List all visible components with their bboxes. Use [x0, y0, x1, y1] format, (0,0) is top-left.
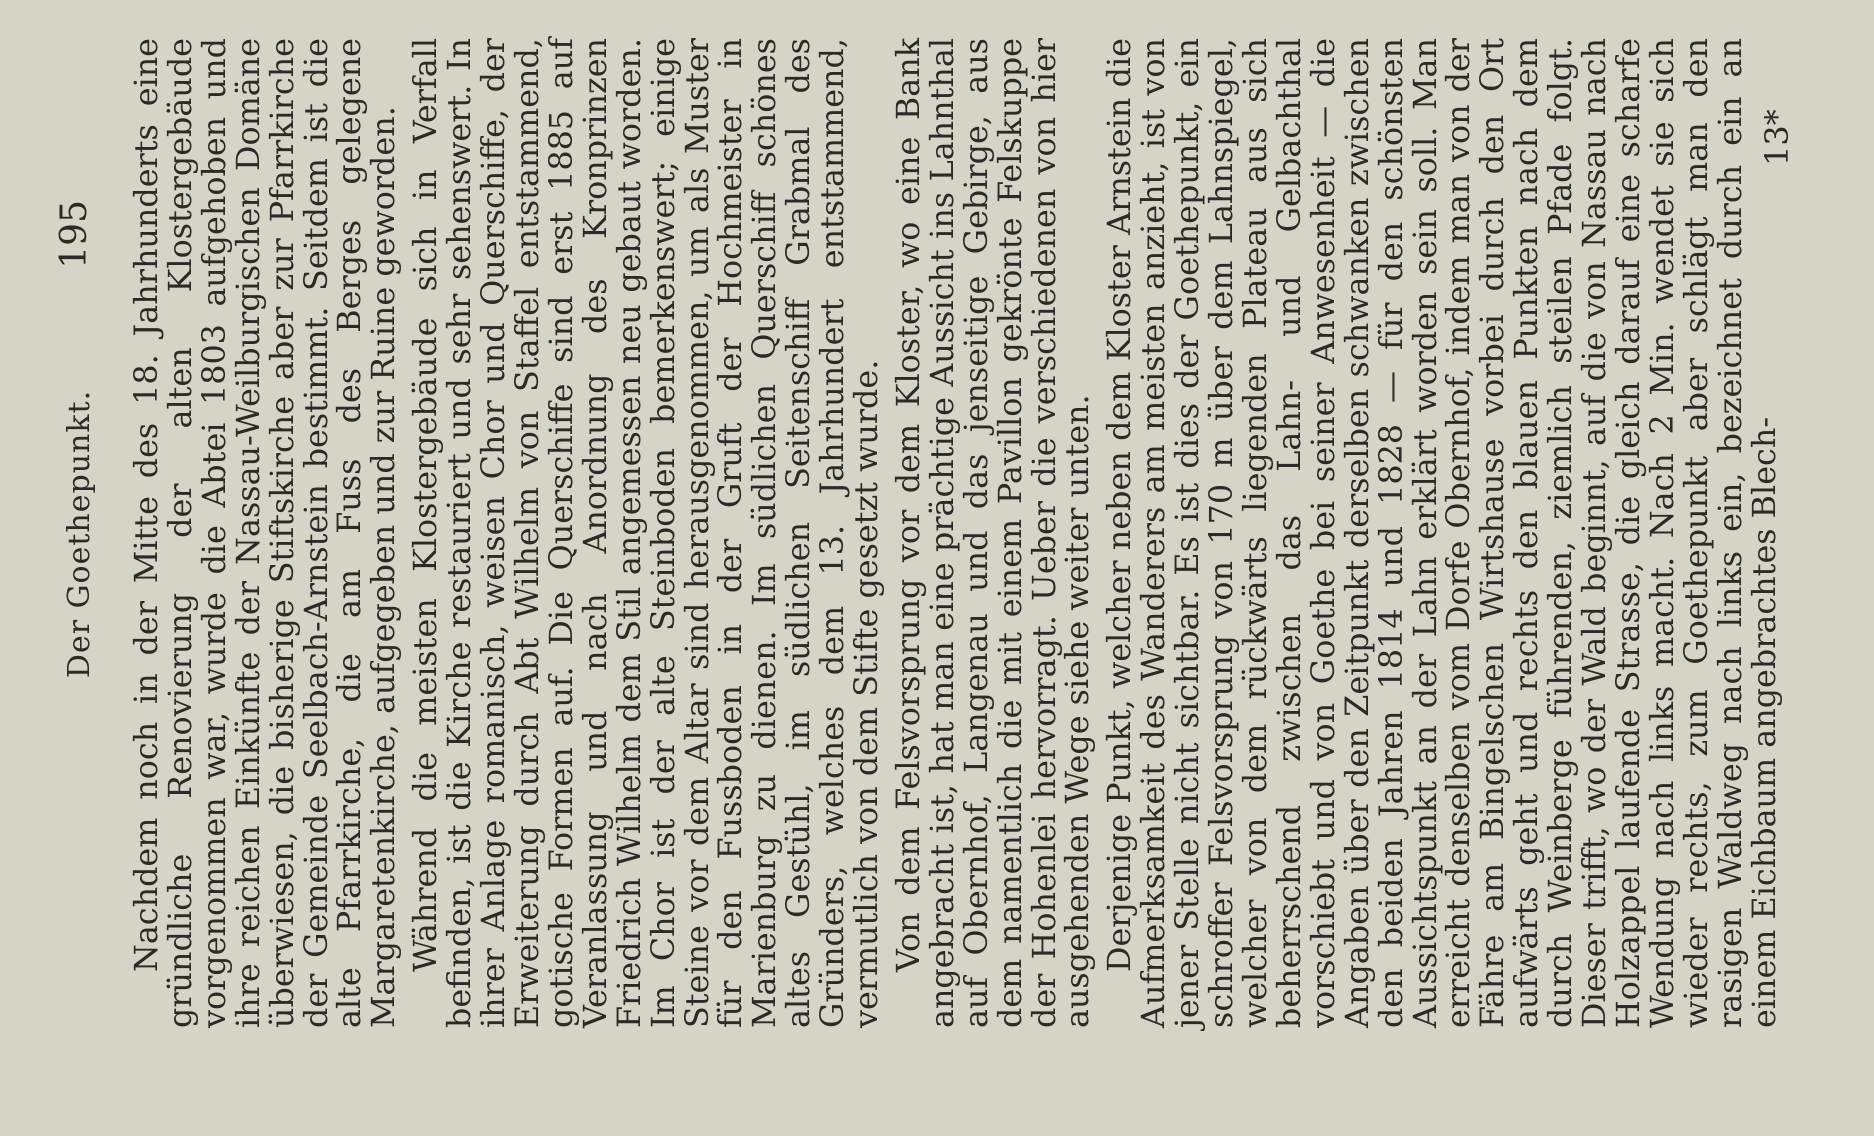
- paragraph-renovation: Nachdem noch in der Mitte des 18. Jahrhunderts eine gründliche Renovierung der alten Klostergebäude vorgenommen war, wurde die Abtei 1803 aufgehoben und ihre reichen Einkünfte der Nassau-Weilburgischen Domäne überwiesen, die bisherige Stiftskirche aber zur Pfarrkirche der Gemeinde Seelbach-Arnstein bestimmt. Seitdem ist die alte Pfarrkirche, die am Fuss des Berges gelegene Margaretenkirche, aufgegeben und zur Ruine geworden.: [128, 38, 403, 1028]
- page-number: 195: [54, 200, 95, 269]
- paragraph-church: Während die meisten Klostergebäude sich in Verfall befinden, ist die Kirche restauriert und sehr sehenswert. In ihrer Anlage romanisch, weisen Chor und Querschiffe, der Erweiterung durch Abt Wilhelm von Staffel entstammend, gotische Formen auf. Die Querschiffe sind erst 1885 auf Veranlassung und nach Anordnung des Kronprinzen Friedrich Wilhelm dem Stil angemessen neu gebaut worden. Im Chor ist der alte Steinboden bemerkenswert; einige Steine vor dem Altar sind herausgenommen, um als Muster für den Fussboden in der Gruft der Hochmeister in Marienburg zu dienen. Im südlichen Querschiff schönes altes Gestühl, im südlichen Seitenschiff Grabmal des Gründers, welches dem 13. Jahrhundert entstammend, vermutlich von dem Stifte gesetzt wurde.: [407, 38, 886, 1028]
- page-header: [54, 40, 118, 1028]
- running-title: Der Goethepunkt.: [62, 389, 97, 679]
- body-text: [130, 38, 1782, 1028]
- paragraph-viewpoint: Von dem Felsvorsprung vor dem Kloster, wo eine Bank angebracht ist, hat man eine prächtige Aussicht ins Lahnthal auf Obernhof, Langenau und das jenseitige Gebirge, aus dem namentlich die mit einem Pavillon gekrönte Felskuppe der Hohenlei hervorragt. Ueber die verschiedenen von hier ausgehenden Wege siehe weiter unten.: [889, 38, 1097, 1028]
- paragraph-goethepunkt: Derjenige Punkt, welcher neben dem Kloster Arnstein die Aufmerksamkeit des Wanderers am meisten anzieht, ist von jener Stelle nicht sichtbar. Es ist dies der Goethepunkt, ein schroffer Felsvorsprung von 170 m über dem Lahnspiegel, welcher von dem rückwärts liegenden Plateau aus sich beherrschend zwischen das Lahn- und Gelbachthal vorschiebt und von Goethe bei seiner Anwesenheit — die Angaben über den Zeitpunkt derselben schwanken zwischen den beiden Jahren 1814 und 1828 — für den schönsten Aussichtspunkt an der Lahn erklärt worden sein soll. Man erreicht denselben vom Dorfe Obernhof, indem man von der Fähre am Bingelschen Wirtshause vorbei durch den Ort aufwärts geht und rechts den blauen Punkten nach dem durch Weinberge führenden, ziemlich steilen Pfade folgt. Dieser trifft, wo der Wald beginnt, auf die von Nassau nach Holzappel laufende Strasse, die gleich darauf eine scharfe Wendung nach links macht. Nach 2 Min. wendet sie sich wieder rechts, zum Goethepunkt aber schlägt man den rasigen Waldweg nach links ein, bezeichnet durch ein an einem Eichbaum angebrachtes Blech-: [1101, 38, 1783, 1028]
- printer-signature: 13*: [1758, 109, 1796, 166]
